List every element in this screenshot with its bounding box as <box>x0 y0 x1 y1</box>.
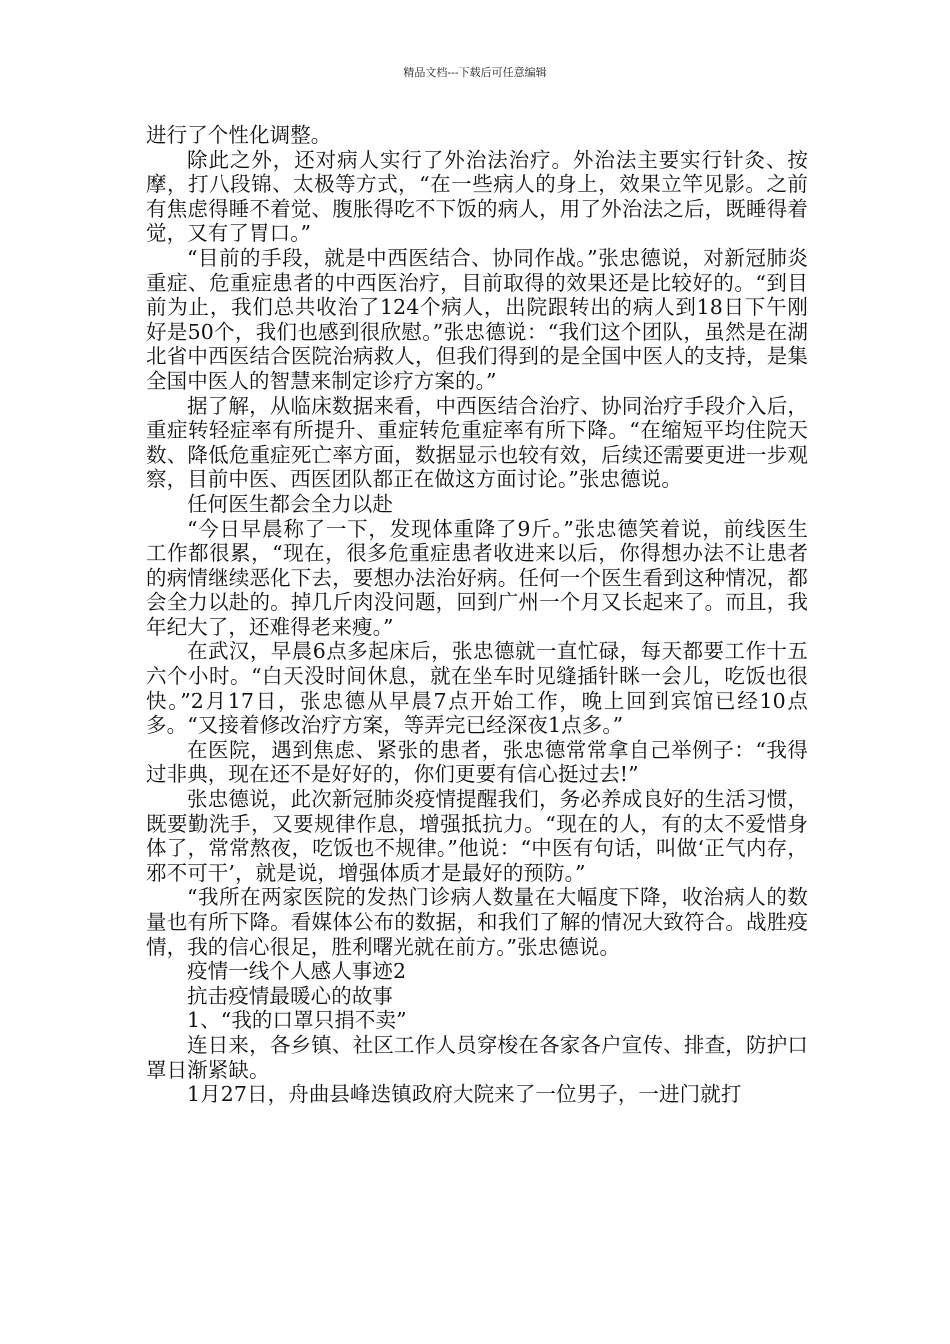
document-body <box>146 123 808 1107</box>
paragraph-continuation: 进行了个性化调整。 <box>146 123 332 147</box>
paragraph: 张忠德说，此次新冠肺炎疫情提醒我们，务必养成良好的生活习惯，既要勤洗手，又要规律作息，增强抵抗力。“现在的人，有的太不爱惜身体了，常常熬夜，吃饭也不规律。”他说：“中医有句话，叫做‘正气内存，邪不可干’，就是说，增强体质才是最好的预防。” <box>146 787 808 885</box>
paragraph: 据了解，从临床数据来看，中西医结合治疗、协同治疗手段介入后，重症转轻症率有所提升、重症转危重症率有所下降。“在缩短平均住院天数、降低危重症死亡率方面，数据显示也较有效，后续还需要更进一步观察，目前中医、西医团队都正在做这方面讨论。”张忠德说。 <box>146 393 808 492</box>
paragraph: “今日早晨称了一下，发现体重降了9斤。”张忠德笑着说，前线医生工作都很累，“现在，很多危重症患者收进来以后，你得想办法不让患者的病情继续恶化下去，要想办法治好病。任何一个医生看到这种情况，都会全力以赴的。掉几斤肉没问题，回到广州一个月又长起来了。而且，我年纪大了，还难得老来瘦。” <box>146 516 808 639</box>
section-heading: 疫情一线个人感人事迹2 <box>187 959 407 984</box>
paragraph: “我所在两家医院的发热门诊病人数量在大幅度下降，收治病人的数量也有所下降。看媒体公布的数据，和我们了解的情况大致符合。战胜疫情，我的信心很足，胜利曙光就在前方。”张忠德说。 <box>146 885 808 959</box>
section-heading: 任何医生都会全力以赴 <box>187 491 393 516</box>
paragraph: “目前的手段，就是中西医结合、协同作战。”张忠德说，对新冠肺炎重症、危重症患者的中西医治疗，目前取得的效果还是比较好的。“到目前为止，我们总共收治了124个病人，出院跟转出的病人到18日下午刚好是50个，我们也感到很欣慰。”张忠德说：“我们这个团队，虽然是在湖北省中西医结合医院治病救人，但我们得到的是全国中医人的支持，是集全国中医人的智慧来制定诊疗方案的。” <box>146 245 808 393</box>
paragraph: 1月27日，舟曲县峰迭镇政府大院来了一位男子，一进门就打 <box>187 1082 742 1107</box>
paragraph: 在武汉，早晨6点多起床后，张忠德就一直忙碌，每天都要工作十五六个小时。“白天没时间休息，就在坐车时见缝插针眯一会儿，吃饭也很快。”2月17日，张忠德从早晨7点开始工作，晚上回到宾馆已经10点多。“又接着修改治疗方案，等弄完已经深夜1点多。” <box>146 639 808 738</box>
page-header: 精品文档---下载后可任意编辑 <box>403 66 547 79</box>
paragraph: 除此之外，还对病人实行了外治法治疗。外治法主要实行针灸、按摩，打八段锦、太极等方式，“在一些病人的身上，效果立竿见影。之前有焦虑得睡不着觉、腹胀得吃不下饭的病人，用了外治法之后，既睡得着觉，又有了胃口。” <box>146 147 808 246</box>
paragraph: 在医院，遇到焦虑、紧张的患者，张忠德常常拿自己举例子：“我得过非典，现在还不是好好的，你们更要有信心挺过去!” <box>146 737 808 787</box>
paragraph: 连日来，各乡镇、社区工作人员穿梭在各家各户宣传、排查，防护口罩日渐紧缺。 <box>146 1032 808 1082</box>
story-heading: 1、“我的口罩只捐不卖” <box>187 1008 407 1033</box>
section-heading: 抗击疫情最暖心的故事 <box>187 983 393 1008</box>
